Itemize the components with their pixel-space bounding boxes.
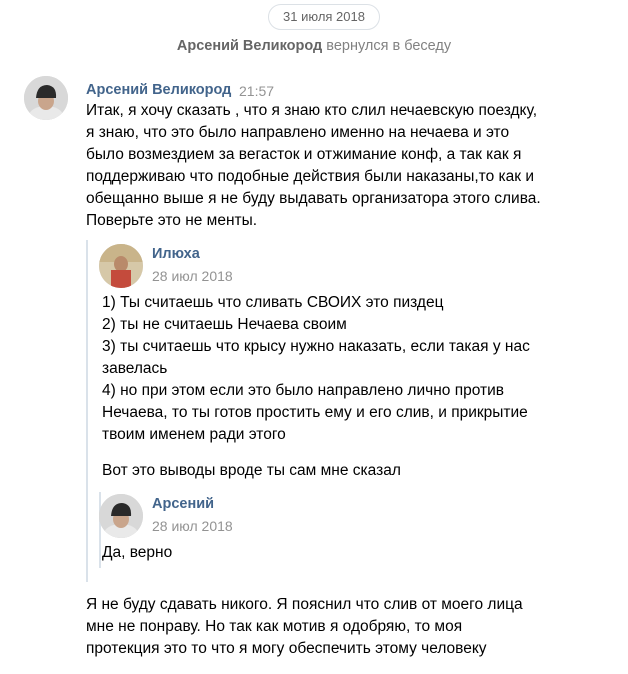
forwarded-author-name[interactable]: Илюха <box>152 246 200 262</box>
message-text: Итак, я хочу сказать , что я знаю кто слил нечаевскую поездку, я знаю, что это было направлено именно на нечаева и это было возмездием за вегасток и отжимание конф, а так как я поддерживаю что подобные действия были наказаны,то как и обещанно выше я не буду выдавать организатора этого слива. Поверьте это не менты. <box>86 102 541 229</box>
nested-author-name[interactable]: Арсений <box>152 496 215 512</box>
message-author-name[interactable]: Арсений Великород <box>86 82 232 98</box>
date-separator: 31 июля 2018 <box>268 4 380 30</box>
forwarded-conclusion: Вот это выводы вроде ты сам мне сказал <box>102 462 401 479</box>
nested-author-avatar[interactable] <box>99 494 143 538</box>
avatar-photo-icon <box>99 244 143 288</box>
nested-date[interactable]: 28 июл 2018 <box>152 518 233 534</box>
forwarded-line: 4) но при этом если это было направлено лично против Нечаева, то ты готов простить ему и его слив, и прикрытие твоим именем ради этого <box>102 382 528 443</box>
avatar-photo-icon <box>99 494 143 538</box>
avatar-photo-icon <box>24 76 68 120</box>
nested-forwarded-bar <box>99 492 101 568</box>
author-avatar[interactable] <box>24 76 68 120</box>
forwarded-line: 2) ты не считаешь Нечаева своим <box>102 316 347 333</box>
forwarded-bar <box>86 240 88 582</box>
nested-text: Да, верно <box>102 544 173 561</box>
service-message <box>0 38 628 54</box>
forwarded-line: 1) Ты считаешь что сливать СВОИХ это пиздец <box>102 294 444 311</box>
message-time[interactable]: 21:57 <box>239 83 275 99</box>
service-action-text: вернулся в беседу <box>322 38 452 54</box>
forwarded-date[interactable]: 28 июл 2018 <box>152 268 233 284</box>
service-user-link[interactable]: Арсений Великород <box>176 38 323 54</box>
forwarded-line: 3) ты считаешь что крысу нужно наказать, если такая у нас завелась <box>102 338 530 377</box>
message-footer-text: Я не буду сдавать никого. Я пояснил что слив от моего лица мне не понраву. Но так как мотив я одобряю, то моя протекция это то что я могу обеспечить этому человеку <box>86 596 523 657</box>
forwarded-author-avatar[interactable] <box>99 244 143 288</box>
